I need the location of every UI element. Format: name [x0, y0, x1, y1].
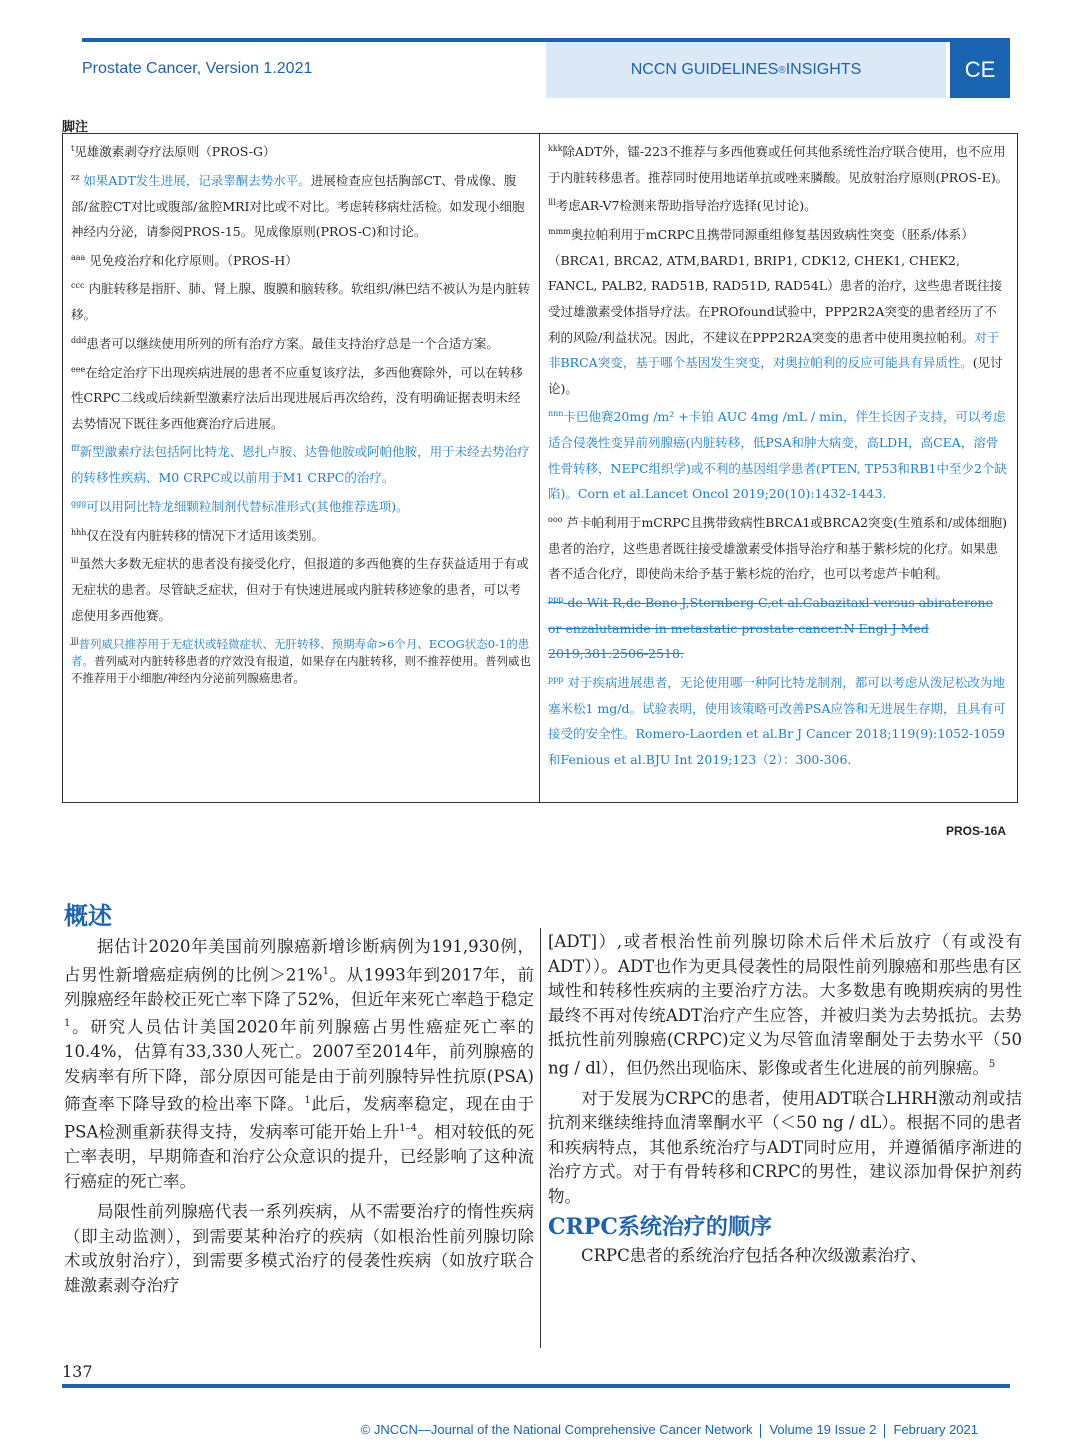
footnote: $^t$见雄激素剥夺疗法原则（PROS-G）: [71, 144, 276, 160]
footnote: $^{ccc}$ 内脏转移是指肝、肺、肾上腺、腹膜和脑转移。软组织/淋巴结不被认为是内脏转移。: [71, 281, 531, 323]
body-paragraph: 据估计2020年美国前列腺癌新增诊断病例为191,930例，占男性新增癌症病例的比例＞21%$^1$。从1993年到2017年，前列腺癌经年龄校正死亡率下降了52%，但近年来死亡率趋于稳定$^1$。研究人员估计美国2020年前列腺癌占男性癌症死亡率的10.4%，估算有33,330人死亡。2007至2014年，前列腺癌的发病率有所下降，部分原因可能是由于前列腺特异性抗原(PSA)筛查率下降导致的检出率下降。$^1$此后，发病率稳定，现在由于PSA检测重新获得支持，发病率可能开始上升$^{1-4}$。相对较低的死亡率表明，早期筛查和治疗公众意识的提升，已经影响了这种流行癌症的死亡率。: [64, 937, 535, 1191]
footer-rule: [62, 1384, 1010, 1388]
column-divider: [540, 928, 541, 1348]
footnote: $^{ppp}$ 对于疾病进展患者，无论使用哪一种阿比特龙制剂，都可以考虑从泼尼松改为地塞米松1 mg/d。试验表明，使用该策略可改善PSA应答和无进展生存期，且具有可接受的安全性。Romero-Laorden et al.Br J Cancer 2018;119(9):1052-1059和Fenious et al.BJU Int 2019;123（2）：300-306.: [548, 674, 1006, 767]
body-right-column: [548, 930, 1022, 1274]
footnote: $^{hhh}$仅在没有内脏转移的情况下才适用该类别。: [71, 527, 324, 543]
footnote: $^{mmm}$奥拉帕利用于mCRPC且携带同源重组修复基因致病性突变（胚系/体系）（BRCA1, BRCA2, ATM,BARD1, BRIP1, CDK12, CHEK1, CHEK2, FANCL, PALB2, RAD51B, RAD51D, RAD54L）患者的治疗，这些患者既往接受过雄激素受体指导疗法。在PROfound试验中，PPP2R2A突变的患者经历了不利的风险/利益状况。因此，不建议在PPP2R2A突变的患者中使用奥拉帕利。对于非BRCA突变，基于哪个基因发生突变，对奥拉帕利的反应可能具有异质性。(见讨论)。: [548, 227, 1003, 396]
footnote: $^{ddd}$患者可以继续使用所列的所有治疗方案。最佳支持治疗总是一个合适方案。: [71, 335, 499, 351]
footnote: $^{eee}$在给定治疗下出现疾病进展的患者不应重复该疗法，多西他赛除外，可以在转移性CRPC二线或后续新型激素疗法后出现进展后再次给药，没有明确证据表明未经去势情况下既往多西他赛治疗后进展。: [71, 364, 523, 431]
page-number: 137: [62, 1362, 93, 1381]
footnotes-right-column: [540, 134, 1017, 802]
ce-badge: CE: [950, 42, 1010, 98]
footnote: $^{lll}$考虑AR-V7检测来帮助指导治疗选择(见讨论)。: [548, 198, 817, 214]
banner-tail: INSIGHTS: [785, 61, 862, 78]
page-code: PROS-16A: [946, 824, 1007, 838]
registered-mark: ®: [778, 64, 786, 76]
footer-separator: [760, 1424, 761, 1438]
body-paragraph: [ADT]）,或者根治性前列腺切除术后伴术后放疗（有或没有ADT））。ADT也作为更具侵袭性的局限性前列腺癌和那些患有区域性和转移性疾病的主要治疗方法。大多数患有晚期疾病的男性最终不再对传统ADT治疗产生应答，并被归类为去势抵抗。去势抵抗性前列腺癌(CRPC)定义为尽管血清睾酮处于去势水平（50 ng / dl），但仍然出现临床、影像或者生化进展的前列腺癌。$^5$: [548, 932, 1022, 1077]
body-left-column: [64, 935, 534, 1304]
body-paragraph: CRPC患者的系统治疗包括各种次级激素治疗、: [581, 1245, 927, 1265]
subsection-title: CRPC系统治疗的顺序: [548, 1214, 772, 1240]
section-title: 概述: [64, 902, 112, 930]
footnotes-left-column: [63, 134, 540, 802]
running-title: Prostate Cancer, Version 1.2021: [82, 60, 313, 77]
footnote: $^{ooo}$ 芦卡帕利用于mCRPC且携带致病性BRCA1或BRCA2突变(生殖系和/或体细胞)患者的治疗，这些患者既往接受雄激素受体指导治疗和基于紫杉烷的化疗。如果患者不适合化疗，即使尚未给予基于紫杉烷的治疗，也可以考虑芦卡帕利。: [548, 514, 1007, 582]
footer-separator: [884, 1424, 885, 1438]
footnote: $^{nnn}$卡巴他赛20mg /m² +卡铂 AUC 4mg /mL / min，伴生长因子支持，可以考虑适合侵袭性变异前列腺癌(内脏转移，低PSA和肿大病变，高LDH，高CEA，溶骨性骨转移，NEPC组织学)或不利的基因组学患者(PTEN, TP53和RB1中至少2个缺陷)。Corn et al.Lancet Oncol 2019;20(10):1432-1443.: [548, 409, 1007, 502]
journal-footer: [0, 1422, 978, 1438]
footnotes-title: 脚注: [62, 120, 89, 135]
journal-name: © JNCCN—Journal of the National Comprehensive Cancer Network: [360, 1422, 753, 1437]
footnote: $^{aaa}$ 见免疫治疗和化疗原则。（PROS-H）: [71, 252, 298, 268]
footnote: $^{kkk}$除ADT外，镭-223不推荐与多西他赛或任何其他系统性治疗联合使用，也不应用于内脏转移患者。推荐同时使用地诺单抗或唑来膦酸。见放射治疗原则(PROS-E)。: [548, 144, 1009, 185]
footnote: $^{ppp}$ de Wit R,de Bono J,Sternberg C,et al.Cabazitaxl versus abiraterone or enzalutamide in metastatic prostate cancer.N Engl J Med 2019;381:2506-2518.: [548, 594, 993, 662]
footnote: $^{jjj}$普列威只推荐用于无症状或轻微症状、无肝转移、预期寿命>6个月、ECOG状态0-1的患者。普列威对内脏转移患者的疗效没有报道，如果存在内脏转移，则不推荐使用。普列威也不推荐用于小细胞/神经内分泌前列腺癌患者。: [71, 636, 531, 686]
footnote: $^{ggg}$可以用阿比特龙细颗粒制剂代替标准形式(其他推荐选项)。: [71, 498, 409, 514]
body-paragraph: 对于发展为CRPC的患者，使用ADT联合LHRH激动剂或拮抗剂来继续维持血清睾酮水平（＜50 ng / dL）。根据不同的患者和疾病特点，其他系统治疗与ADT同时应用，并遵循循序渐进的治疗方式。对于有骨转移和CRPC的男性，建议添加骨保护剂药物。: [548, 1088, 1022, 1206]
footnote: $^{fff}$新型激素疗法包括阿比特龙、恩扎卢胺、达鲁他胺或阿帕他胺，用于未经去势治疗的转移性疾病、M0 CRPC或以前用于M1 CRPC的治疗。: [71, 444, 530, 486]
footnote: $^{iii}$虽然大多数无症状的患者没有接受化疗，但报道的多西他赛的生存获益适用于有或无症状的患者。尽管缺乏症状，但对于有快速进展或内脏转移迹象的患者，可以考虑使用多西他赛。: [71, 556, 529, 623]
journal-date: February 2021: [893, 1422, 978, 1437]
footnote: $^{zz}$ 如果ADT发生进展，记录睾酮去势水平。进展检查应包括胸部CT、骨成像、腹部/盆腔CT对比或腹部/盆腔MRI对比或不对比。考虑转移病灶活检。如发现小细胞神经内分泌，请参阅PROS-15。见成像原则(PROS-C)和讨论。: [71, 172, 525, 240]
footnotes-table: [62, 133, 1018, 803]
banner-main: NCCN GUIDELINES: [630, 61, 779, 78]
guidelines-banner: [546, 42, 946, 98]
body-paragraph: 局限性前列腺癌代表一系列疾病，从不需要治疗的惰性疾病（即主动监测），到需要某种治疗的疾病（如根治性前列腺切除术或放射治疗），到需要多模式治疗的侵袭性疾病（如放疗联合雄激素剥夺治疗: [64, 1202, 534, 1295]
journal-volume: Volume 19 Issue 2: [769, 1422, 877, 1437]
